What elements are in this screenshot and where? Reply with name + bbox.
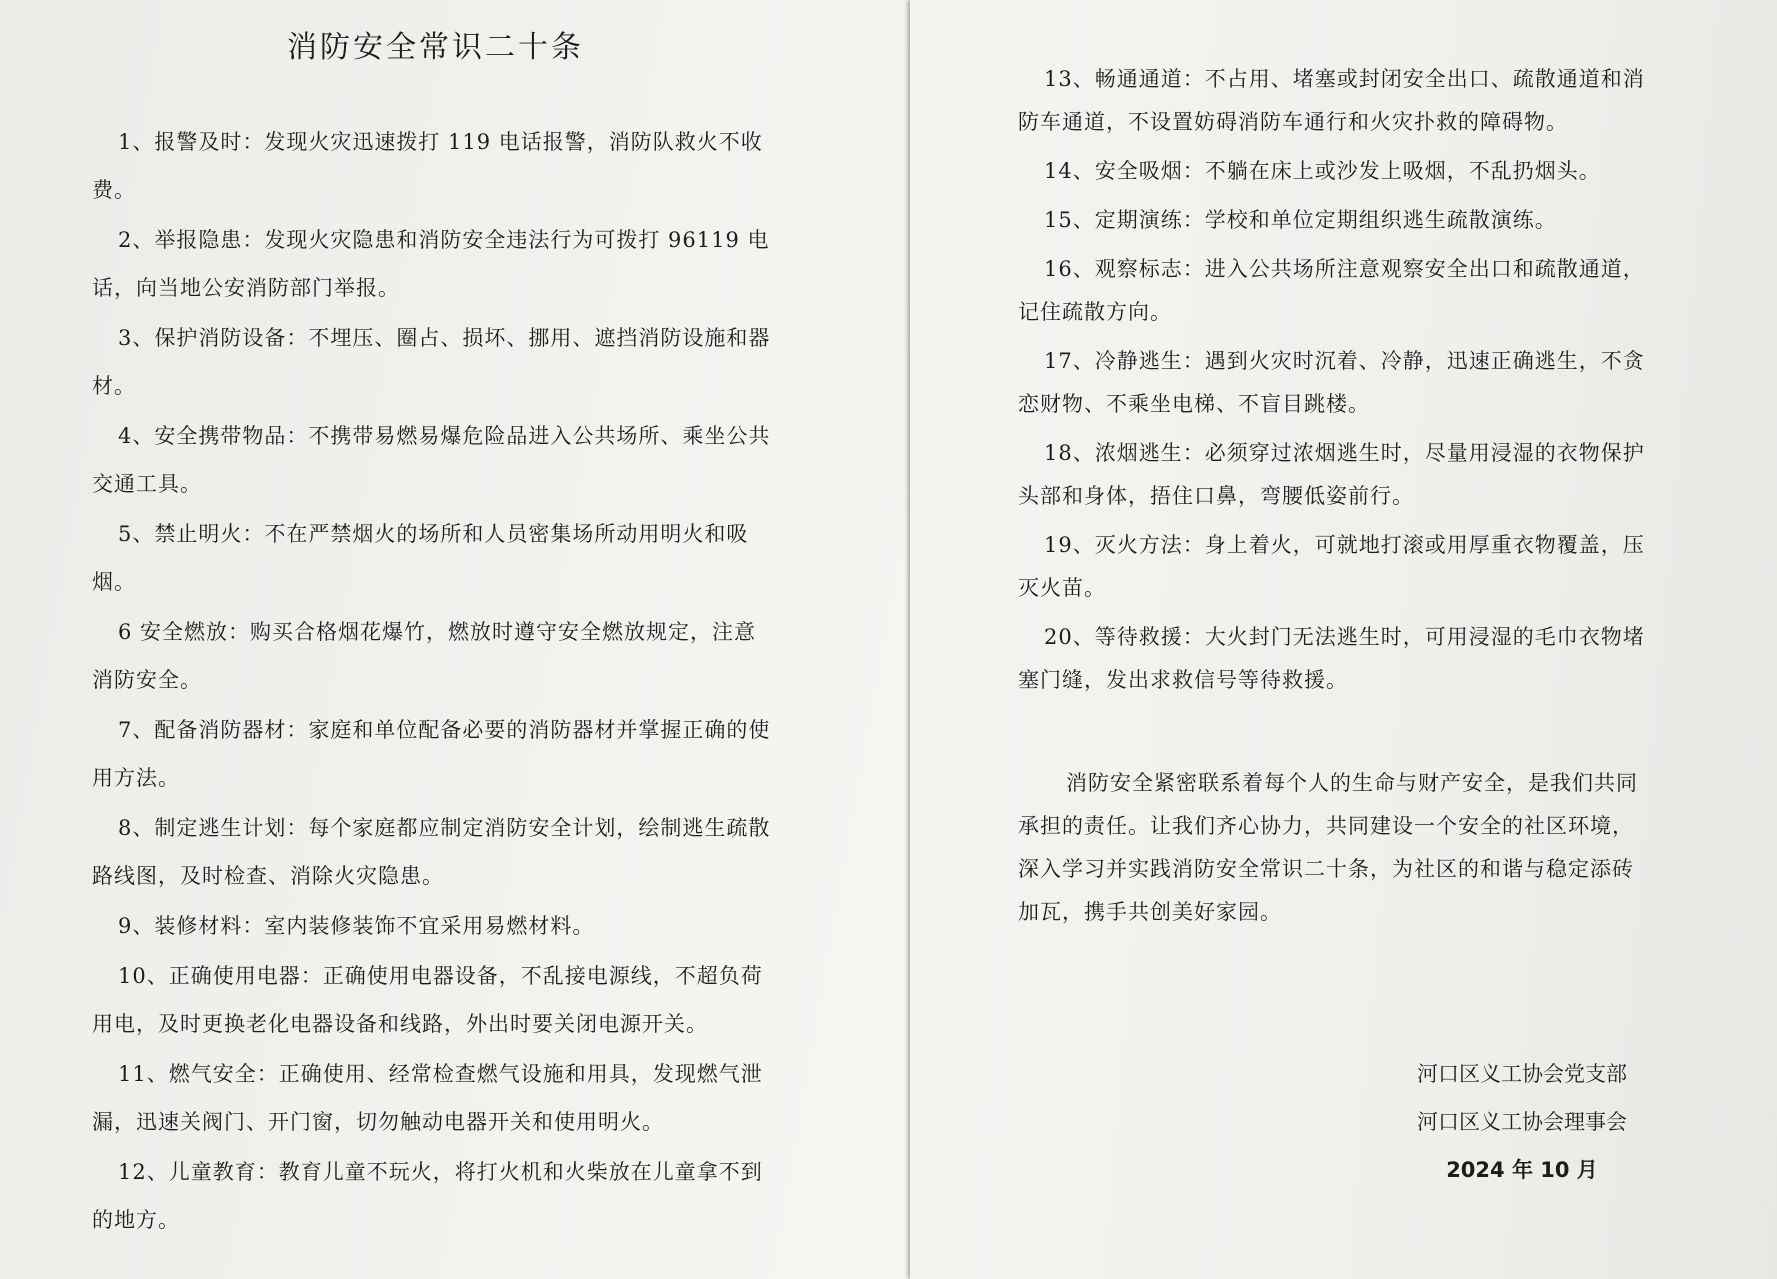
rule-num: 8、 [118, 816, 155, 840]
rule-head: 畅通通道： [1094, 67, 1205, 91]
rule-text: 必须穿过浓烟逃生时，尽量用浸湿的衣物保护头部和身体，捂住口鼻，弯腰低姿前行。 [1018, 441, 1645, 508]
rule-head: 安全携带物品： [154, 424, 309, 448]
rule-item [92, 804, 775, 900]
rule-num: 6 [118, 620, 141, 644]
rule-head: 举报隐患： [154, 228, 265, 252]
rule-item [92, 1148, 775, 1244]
rule-head: 配备消防器材： [154, 718, 309, 742]
rule-num: 9、 [118, 914, 155, 938]
rule-head: 定期演练： [1094, 208, 1205, 232]
rule-item [1018, 432, 1652, 518]
rule-num: 10、 [118, 964, 169, 988]
rule-num: 19、 [1044, 533, 1095, 557]
rule-text: 不占用、堵塞或封闭安全出口、疏散通道和消防车通道，不设置妨碍消防车通行和火灾扑救的障碍物。 [1018, 67, 1645, 134]
signature-org-2: 河口区义工协会理事会 [1417, 1110, 1627, 1134]
rule-head: 灭火方法： [1094, 533, 1205, 557]
rule-text: 每个家庭都应制定消防安全计划，绘制逃生疏散路线图，及时检查、消除火灾隐患。 [92, 816, 771, 888]
rule-text: 正确使用电器设备，不乱接电源线，不超负荷用电，及时更换老化电器设备和线路，外出时要关闭电源开关。 [92, 964, 763, 1036]
rule-head: 报警及时： [154, 130, 265, 154]
rule-item [92, 118, 775, 214]
rule-num: 5、 [118, 522, 155, 546]
rule-num: 18、 [1044, 441, 1095, 465]
rule-text: 购买合格烟花爆竹，燃放时遵守安全燃放规定，注意消防安全。 [92, 620, 757, 692]
rule-text: 不躺在床上或沙发上吸烟，不乱扔烟头。 [1204, 159, 1601, 183]
rule-item [92, 1050, 775, 1146]
rule-text: 发现火灾隐患和消防安全违法行为可拨打 96119 电话，向当地公安消防部门举报。 [92, 228, 770, 300]
rule-head: 燃气安全： [168, 1062, 279, 1086]
rule-num: 16、 [1044, 257, 1095, 281]
rule-num: 17、 [1044, 349, 1095, 373]
rule-text: 身上着火，可就地打滚或用厚重衣物覆盖，压灭火苗。 [1018, 533, 1645, 600]
rule-item [1018, 150, 1652, 193]
right-page [910, 0, 1777, 1279]
rule-text: 家庭和单位配备必要的消防器材并掌握正确的使用方法。 [92, 718, 771, 790]
rule-num: 20、 [1044, 625, 1095, 649]
rule-text: 遇到火灾时沉着、冷静，迅速正确逃生，不贪恋财物、不乘坐电梯、不盲目跳楼。 [1018, 349, 1645, 416]
rule-text: 发现火灾迅速拨打 119 电话报警，消防队救火不收费。 [92, 130, 763, 202]
rule-item [1018, 248, 1652, 334]
rule-text: 进入公共场所注意观察安全出口和疏散通道，记住疏散方向。 [1018, 257, 1645, 324]
rule-num: 4、 [118, 424, 155, 448]
rule-text: 室内装修装饰不宜采用易燃材料。 [264, 914, 595, 938]
rule-item [92, 314, 775, 410]
rule-item [92, 608, 775, 704]
rule-head: 等待救援： [1094, 625, 1205, 649]
rule-num: 7、 [118, 718, 155, 742]
rule-head: 观察标志： [1094, 257, 1205, 281]
rule-num: 13、 [1044, 67, 1095, 91]
rule-num: 11、 [118, 1062, 169, 1086]
rule-item [92, 902, 775, 950]
rule-text: 正确使用、经常检查燃气设施和用具，发现燃气泄漏，迅速关阀门、开门窗，切勿触动电器开关和使用明火。 [92, 1062, 763, 1134]
rule-head: 儿童教育： [168, 1160, 279, 1184]
signature-org-1: 河口区义工协会党支部 [1417, 1062, 1627, 1086]
rule-item [92, 412, 775, 508]
rule-item [92, 706, 775, 802]
rule-item [1018, 524, 1652, 610]
rule-head: 禁止明火： [154, 522, 265, 546]
signature-date: 2024 年 10 月 [1446, 1158, 1598, 1182]
rule-item [92, 510, 775, 606]
rule-head: 冷静逃生： [1094, 349, 1205, 373]
rule-num: 2、 [118, 228, 155, 252]
rule-head: 保护消防设备： [154, 326, 309, 350]
rule-num: 12、 [118, 1160, 169, 1184]
rule-text: 不在严禁烟火的场所和人员密集场所动用明火和吸烟。 [92, 522, 749, 594]
rule-item [1018, 616, 1652, 702]
rule-num: 1、 [118, 130, 155, 154]
document-title: 消防安全常识二十条 [287, 30, 584, 65]
rule-text: 不埋压、圈占、损坏、挪用、遮挡消防设施和器材。 [92, 326, 771, 398]
rule-item [92, 952, 775, 1048]
rule-item [1018, 58, 1652, 144]
rule-item [1018, 199, 1652, 242]
rule-head: 浓烟逃生： [1094, 441, 1205, 465]
rule-head: 制定逃生计划： [154, 816, 309, 840]
rule-text: 教育儿童不玩火，将打火机和火柴放在儿童拿不到的地方。 [92, 1160, 763, 1232]
rules-list-left [92, 118, 775, 1244]
rule-head: 安全燃放： [140, 620, 251, 644]
rule-text: 不携带易燃易爆危险品进入公共场所、乘坐公共交通工具。 [92, 424, 771, 496]
rule-num: 15、 [1044, 208, 1095, 232]
rule-item [1018, 340, 1652, 426]
rule-head: 正确使用电器： [168, 964, 323, 988]
rule-head: 装修材料： [154, 914, 265, 938]
signature-block [1417, 1050, 1627, 1194]
closing-paragraph: 消防安全紧密联系着每个人的生命与财产安全，是我们共同承担的责任。让我们齐心协力，共同建设一个安全的社区环境，深入学习并实践消防安全常识二十条，为社区的和谐与稳定添砖加瓦，携手共创美好家园。 [1018, 771, 1638, 924]
rule-num: 3、 [118, 326, 155, 350]
rule-item [92, 216, 775, 312]
rule-text: 大火封门无法逃生时，可用浸湿的毛巾衣物堵塞门缝，发出求救信号等待救援。 [1018, 625, 1645, 692]
rule-head: 安全吸烟： [1094, 159, 1205, 183]
rules-list-right [1018, 58, 1652, 702]
rule-text: 学校和单位定期组织逃生疏散演练。 [1204, 208, 1557, 232]
rule-num: 14、 [1044, 159, 1095, 183]
